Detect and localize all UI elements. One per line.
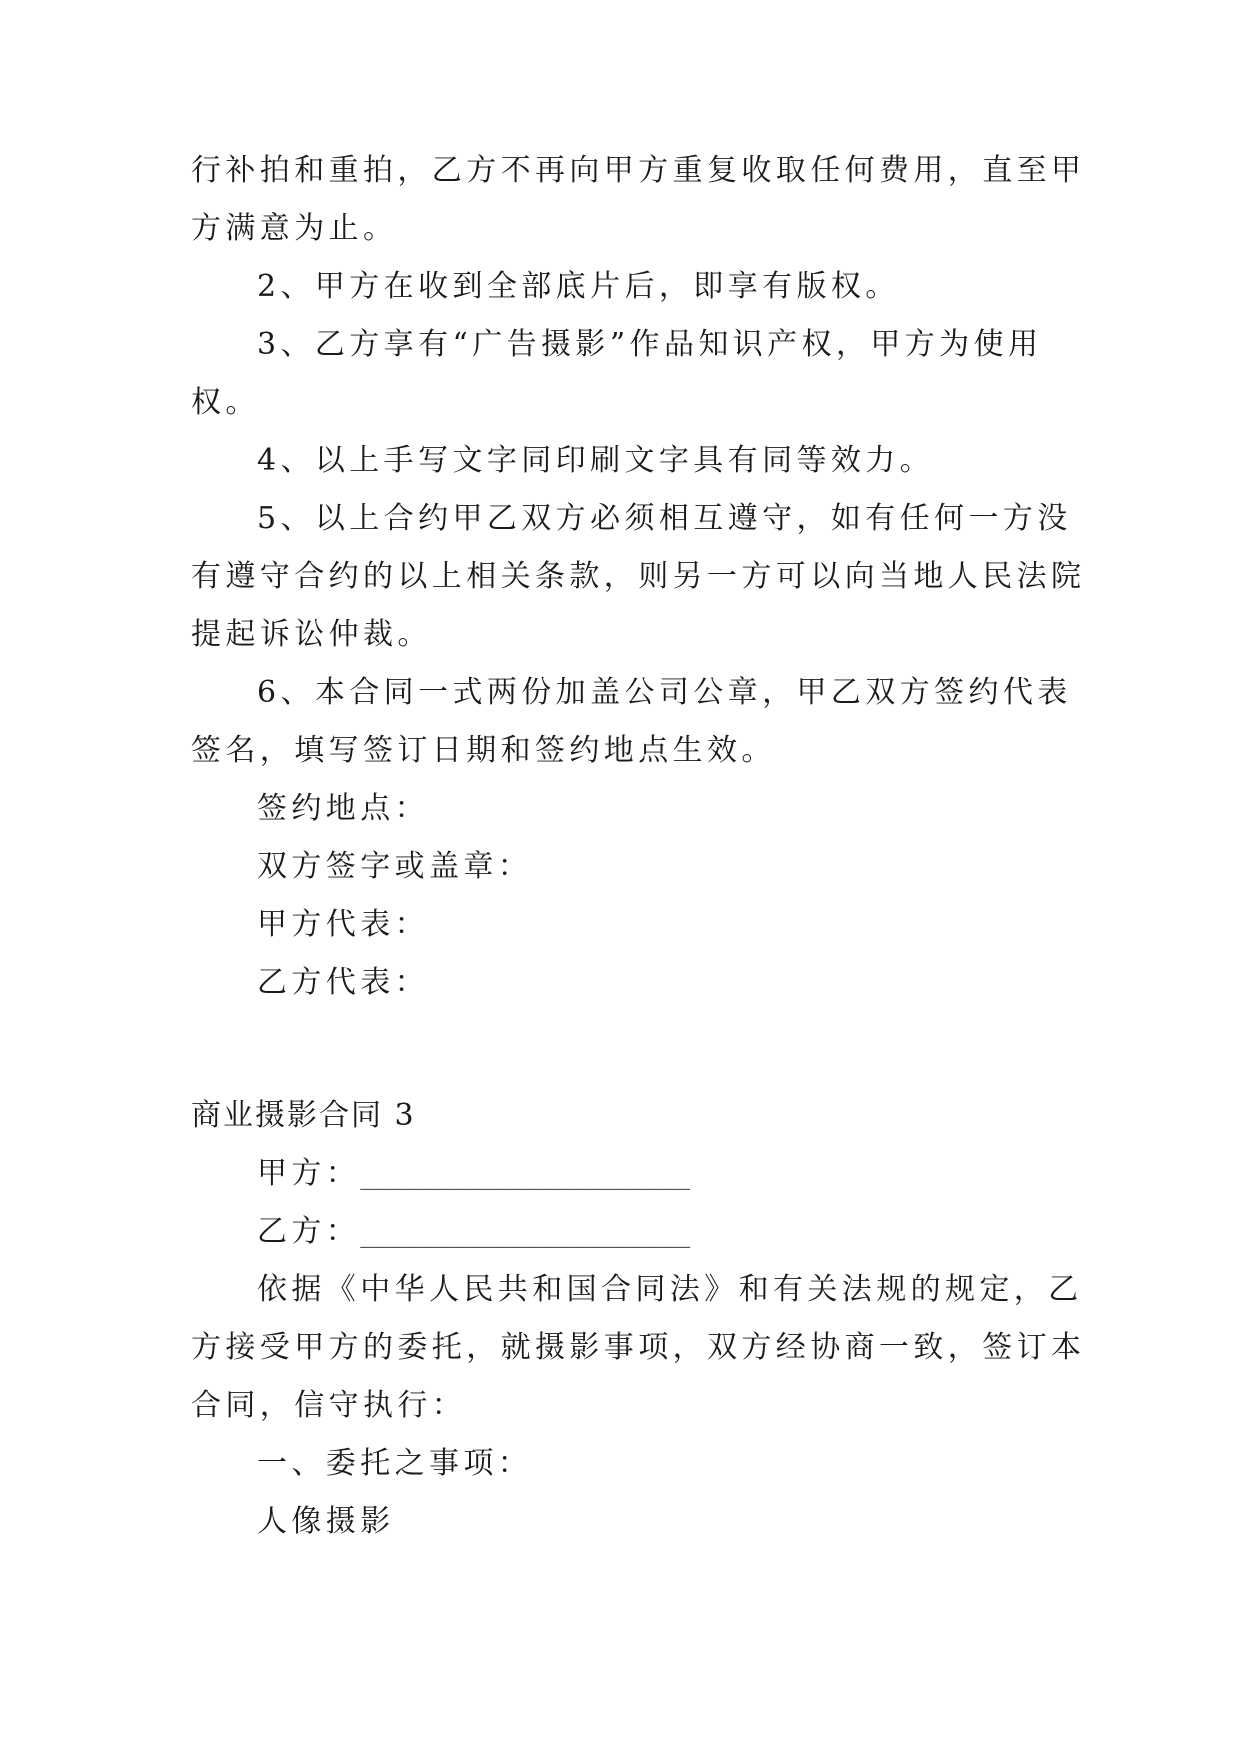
section-title: 商业摄影合同 3: [191, 1098, 416, 1133]
preamble-line: 依据《中华人民共和国合同法》和有关法规的规定，乙: [257, 1272, 1083, 1307]
signature-label: 双方签字或盖章：: [257, 849, 533, 884]
body-line: 合同，信守执行：: [191, 1388, 467, 1423]
body-line: 签名，填写签订日期和签约地点生效。: [191, 733, 776, 768]
party-b-line: [257, 1212, 1137, 1252]
signing-place-label: 签约地点：: [257, 791, 429, 826]
body-line: 权。: [191, 385, 260, 420]
clause-6: 6、本合同一式两份加盖公司公章，甲乙双方签约代表: [257, 675, 1072, 710]
party-b-rep-label: 乙方代表：: [257, 965, 429, 1000]
party-b-label: 乙方：: [257, 1214, 361, 1249]
clause-3: 3、乙方享有“广告摄影”作品知识产权，甲方为使用: [257, 327, 1043, 362]
body-line: 有遵守合约的以上相关条款，则另一方可以向当地人民法院: [191, 559, 1086, 594]
body-line: 方接受甲方的委托，就摄影事项，双方经协商一致，签订本: [191, 1330, 1086, 1365]
party-a-blank: ______________________: [360, 1156, 691, 1191]
party-a-label: 甲方：: [257, 1156, 361, 1191]
body-line: 行补拍和重拍，乙方不再向甲方重复收取任何费用，直至甲: [191, 153, 1086, 188]
body-line: 提起诉讼仲裁。: [191, 617, 432, 652]
clause-2: 2、甲方在收到全部底片后，即享有版权。: [257, 269, 900, 304]
party-b-blank: ______________________: [360, 1214, 691, 1249]
entrusted-item: 人像摄影: [257, 1504, 395, 1539]
party-a-line: [257, 1154, 1137, 1194]
clause-5: 5、以上合约甲乙双方必须相互遵守，如有任何一方没: [257, 501, 1072, 536]
party-a-rep-label: 甲方代表：: [257, 907, 429, 942]
clause-4: 4、以上手写文字同印刷文字具有同等效力。: [257, 443, 935, 478]
body-line: 方满意为止。: [191, 211, 398, 246]
entrusted-matters-heading: 一、委托之事项：: [257, 1446, 533, 1481]
